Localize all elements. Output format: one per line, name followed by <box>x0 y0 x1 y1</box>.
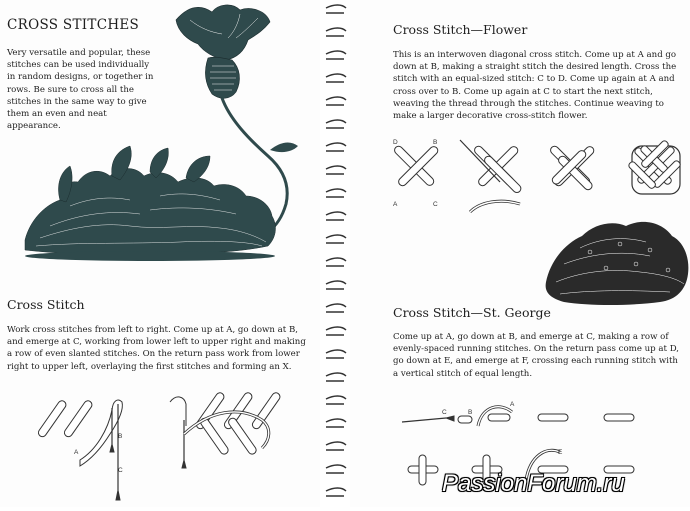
label-c: C <box>442 409 447 416</box>
label-a: A <box>74 449 79 456</box>
st-george-paragraph: Come up at A, go down at B, and emerge at C, making a row of evenly-spaced running stitches. On the return pass come up at D, go down at E, and emerge at F, crossing each running stitch with a vertical stitch of equal length. <box>393 332 680 379</box>
intro-paragraph: Very versatile and popular, these stitches can be used individually in random designs, or together in rows. Be sure to cross all the stitches in the same way to give them an even and neat appearance. <box>7 48 154 132</box>
flower-bush-engraving <box>546 222 689 305</box>
flower-petals <box>176 5 270 60</box>
label-b: B <box>468 409 473 416</box>
flower-paragraph: This is an interwoven diagonal cross stitch. Come up at A and go down at B, making a straight stitch the desired length. Cross the stitch with an equal-sized stitch: C to D. Come up again at A and cross over to B. Come up again at C to start the next stitch, weaving the thread through the stitches. Continue weaving to make a larger decorative cross-stitch flower. <box>393 50 677 122</box>
flower-bulb <box>205 57 239 98</box>
spiral-binding <box>320 0 350 507</box>
flower-engraving <box>0 0 320 280</box>
label-c: C <box>118 467 123 474</box>
st-george-heading: Cross Stitch—St. George <box>393 305 551 320</box>
left-page <box>0 0 320 507</box>
label-e: E <box>558 449 563 456</box>
section-title: CROSS STITCHES <box>7 17 140 33</box>
watermark-text: PassionForum.ru <box>442 470 625 497</box>
label-a: A <box>510 401 515 408</box>
label-d: D <box>393 139 398 146</box>
cross-stitch-heading: Cross Stitch <box>7 297 85 312</box>
right-page <box>350 0 690 507</box>
cross-stitch-paragraph: Work cross stitches from left to right. Come up at A, go down at B, and emerge at C, working from lower left to upper right and making a row of even slanted stitches. On the return pass work from lower right to upper left, overlaying the first stitches and forming an X. <box>7 325 306 372</box>
label-b: B <box>433 139 438 146</box>
label-b: B <box>118 433 123 440</box>
label-c: C <box>433 201 438 208</box>
cross-stitch-diagram <box>0 390 320 507</box>
label-a: A <box>393 201 398 208</box>
flower-stitch-diagram <box>350 132 690 322</box>
woven-flower <box>628 140 682 194</box>
flower-heading: Cross Stitch—Flower <box>393 22 528 37</box>
